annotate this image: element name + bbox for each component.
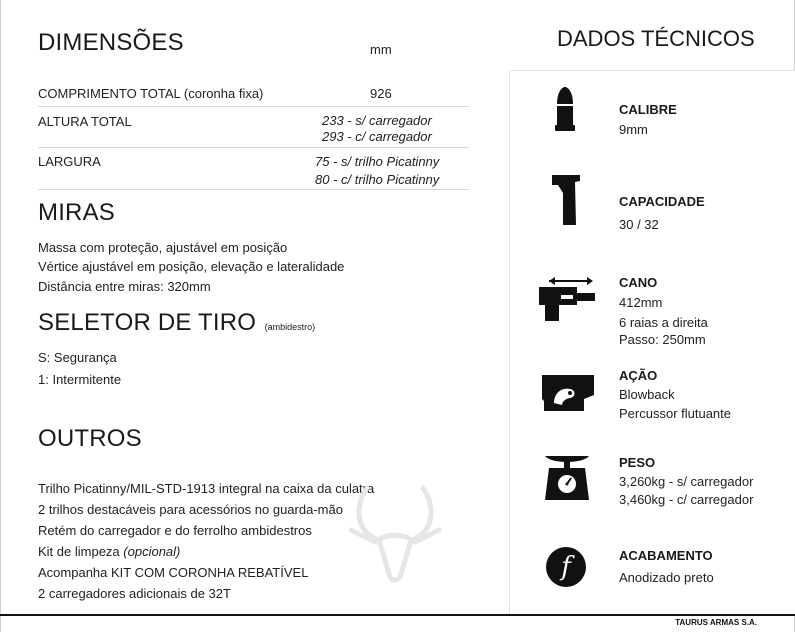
- spec-value: 30 / 32: [619, 217, 659, 232]
- seletor-line: 1: Intermitente: [38, 372, 122, 387]
- spec-value: Percussor flutuante: [619, 406, 732, 421]
- outros-line: 2 carregadores adicionais de 32T: [38, 586, 231, 601]
- seletor-line: S: Segurança: [38, 350, 117, 365]
- spec-value: 3,460kg - c/ carregador: [619, 492, 754, 507]
- dim-row-value: 80 - c/ trilho Picatinny: [315, 172, 440, 187]
- magazine-icon: [550, 173, 584, 227]
- miras-title: MIRAS: [38, 199, 116, 226]
- outros-line: Acompanha KIT COM CORONHA REBATÍVEL: [38, 565, 309, 580]
- spec-label-cano: CANO: [619, 275, 658, 290]
- seletor-note: (ambidestro): [264, 322, 316, 332]
- spec-label-calibre: CALIBRE: [619, 102, 677, 117]
- seletor-title: SELETOR DE TIRO: [38, 309, 257, 336]
- barrel-icon: [537, 275, 599, 325]
- kit-optional-note: (opcional): [123, 544, 181, 559]
- dim-row-label: COMPRIMENTO TOTAL (coronha fixa): [38, 86, 264, 101]
- spec-value: 6 raias a direita: [619, 315, 708, 330]
- miras-line: Vértice ajustável em posição, elevação e lateralidade: [38, 259, 345, 274]
- spec-value: 3,260kg - s/ carregador: [619, 474, 754, 489]
- outros-title: OUTROS: [38, 425, 142, 452]
- scale-icon: [543, 452, 591, 502]
- dimensions-title: DIMENSÕES: [38, 29, 184, 56]
- bullet-icon: [552, 86, 578, 132]
- outros-line: Kit de limpeza: [38, 544, 120, 559]
- footer-rule: [0, 614, 795, 616]
- finish-icon: f: [546, 547, 586, 587]
- tech-title: DADOS TÉCNICOS: [557, 26, 755, 51]
- spec-value: 9mm: [619, 122, 648, 137]
- dim-row-label: ALTURA TOTAL: [38, 114, 132, 129]
- dim-row-value: 293 - c/ carregador: [322, 129, 432, 144]
- spec-value: 412mm: [619, 295, 663, 310]
- spec-value: Blowback: [619, 387, 675, 402]
- outros-line: Trilho Picatinny/MIL-STD-1913 integral na caixa da culatra: [38, 481, 375, 496]
- miras-line: Massa com proteção, ajustável em posição: [38, 240, 288, 255]
- divider: [38, 189, 469, 190]
- spec-value: Passo: 250mm: [619, 332, 706, 347]
- spec-label-capacidade: CAPACIDADE: [619, 194, 705, 209]
- seletor-heading: [38, 309, 315, 337]
- miras-line: Distância entre miras: 320mm: [38, 279, 211, 294]
- dimensions-unit: mm: [370, 42, 392, 57]
- divider: [38, 147, 469, 148]
- trigger-icon: [540, 373, 596, 413]
- outros-line: Retém do carregador e do ferrolho ambidestros: [38, 523, 312, 538]
- outros-line-kit: [38, 544, 180, 560]
- spec-label-acao: AÇÃO: [619, 368, 658, 383]
- dim-row-value: 233 - s/ carregador: [322, 113, 432, 128]
- dim-row-value: 75 - s/ trilho Picatinny: [315, 154, 440, 169]
- footer-company: TAURUS ARMAS S.A.: [675, 618, 757, 627]
- spec-label-acabamento: ACABAMENTO: [619, 548, 713, 563]
- dim-row-value: 926: [370, 86, 392, 101]
- dim-row-label: LARGURA: [38, 154, 101, 169]
- divider: [38, 106, 469, 107]
- outros-line: 2 trilhos destacáveis para acessórios no guarda-mão: [38, 502, 343, 517]
- spec-label-peso: PESO: [619, 455, 656, 470]
- spec-value: Anodizado preto: [619, 570, 714, 585]
- bull-watermark-icon: [345, 478, 445, 598]
